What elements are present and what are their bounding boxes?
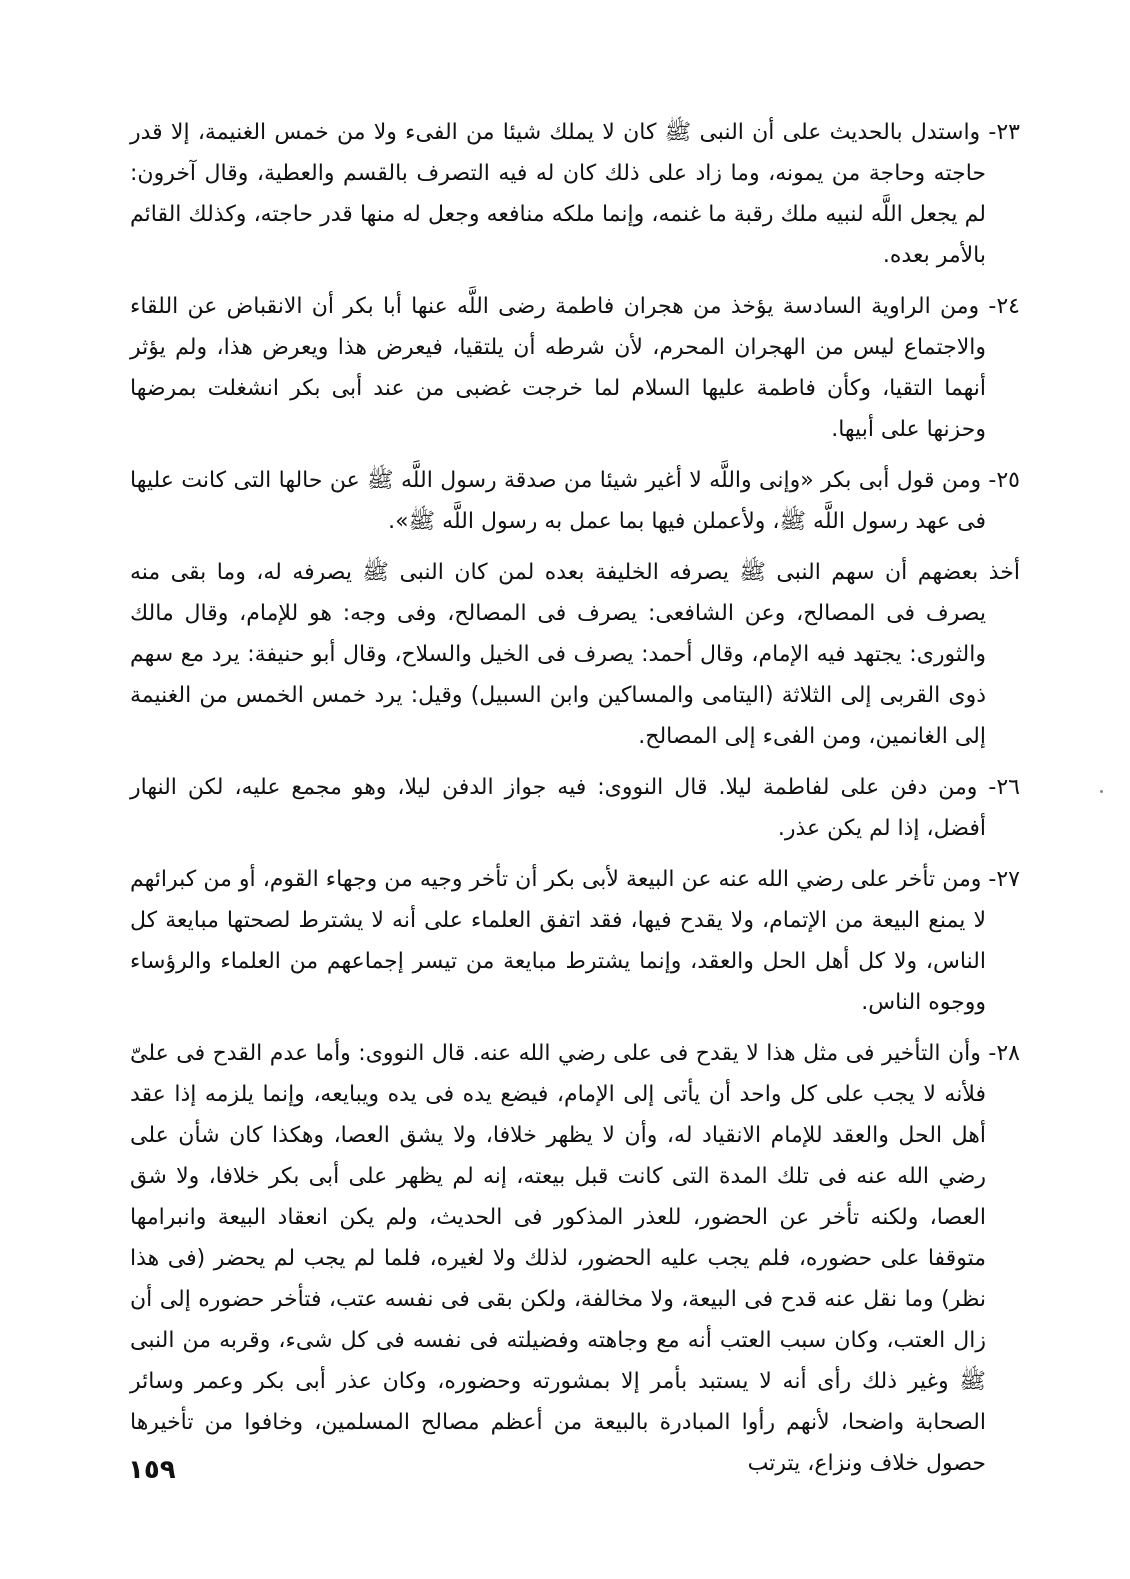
- paragraph-prophet-share: أخذ بعضهم أن سهم النبى ﷺ يصرفه الخليفة بعده لمن كان النبى ﷺ يصرفه له، وما بقى منه يصرف فى المصالح، وعن الشافعى: يصرف فى المصالح، وفى وجه: هو للإمام، وقال مالك والثورى: يجتهد فيه الإمام، وقال أحمد: يصرف فى الخيل والسلاح، وقال أبو حنيفة: يرد مع سهم ذوى القربى إلى الثلاثة (اليتامى والمساكين وابن السبيل) وقيل: يرد خمس الخمس من الغنيمة إلى الغانمين، ومن الفىء إلى المصالح.: [130, 560, 1020, 749]
- paragraph-27: ٢٧- ومن تأخر على رضي الله عنه عن البيعة لأبى بكر أن تأخر وجيه من وجهاء القوم، أو من كبرائهم لا يمنع البيعة من الإتمام، ولا يقدح فيها، فقد اتفق العلماء على أنه لا يشترط لصحتها مبايعة كل الناس، ولا كل أهل الحل والعقد، وإنما يشترط مبايعة من تيسر إجماعهم من العلماء والرؤساء ووجوه الناس.: [130, 867, 1020, 1015]
- paragraph-25: ٢٥- ومن قول أبى بكر «وإنى واللَّه لا أغير شيئا من صدقة رسول اللَّه ﷺ عن حالها التى كانت عليها فى عهد رسول اللَّه ﷺ، ولأعملن فيها بما عمل به رسول اللَّه ﷺ».: [130, 468, 1020, 534]
- page-number: ١٥٩: [128, 1455, 176, 1485]
- paragraph-24: ٢٤- ومن الراوية السادسة يؤخذ من هجران فاطمة رضى اللَّه عنها أبا بكر أن الانقباض عن اللقاء والاجتماع ليس من الهجران المحرم، لأن شرطه أن يلتقيا، فيعرض هذا ويعرض هذا، ولم يؤثر أنهما التقيا، وكأن فاطمة عليها السلام لما خرجت غضبى من عند أبى بكر انشغلت بمرضها وحزنها على أبيها.: [130, 294, 1020, 442]
- paragraph-23: ٢٣- واستدل بالحديث على أن النبى ﷺ كان لا يملك شيئا من الفىء ولا من خمس الغنيمة، إلا قدر حاجته وحاجة من يمونه، وما زاد على ذلك كان له فيه التصرف بالقسم والعطية، وقال آخرون: لم يجعل اللَّه لنبيه ملك رقبة ما غنمه، وإنما ملكه منافعه وجعل له منها قدر حاجته، وكذلك القائم بالأمر بعده.: [130, 120, 1020, 268]
- paragraph-26: ٢٦- ومن دفن على لفاطمة ليلا. قال النووى: فيه جواز الدفن ليلا، وهو مجمع عليه، لكن النهار أفضل، إذا لم يكن عذر.: [130, 775, 1020, 841]
- paragraph-28: ٢٨- وأن التأخير فى مثل هذا لا يقدح فى على رضي الله عنه. قال النووى: وأما عدم القدح فى علىّ فلأنه لا يجب على كل واحد أن يأتى إلى الإمام، فيضع يده فى يده ويبايعه، وإنما يلزمه إذا عقد أهل الحل والعقد للإمام الانقياد له، وأن لا يظهر خلافا، ولا يشق العصا، وهكذا كان شأن على رضي الله عنه فى تلك المدة التى كانت قبل بيعته، إنه لم يظهر على أبى بكر خلافا، ولا شق العصا، ولكنه تأخر عن الحضور، للعذر المذكور فى الحديث، ولم يكن انعقاد البيعة وانبرامها متوقفا على حضوره، فلم يجب عليه الحضور، لذلك ولا لغيره، فلما لم يجب لم يحضر (فى هذا نظر) وما نقل عنه قدح فى البيعة، ولا مخالفة، ولكن بقى فى نفسه عتب، فتأخر حضوره إلى أن زال العتب، وكان سبب العتب أنه مع وجاهته وفضيلته فى نفسه فى كل شىء، وقربه من النبى ﷺ وغير ذلك رأى أنه لا يستبد بأمر إلا بمشورته وحضوره، وكان عذر أبى بكر وعمر وسائر الصحابة واضحا، لأنهم رأوا المبادرة بالبيعة من أعظم مصالح المسلمين، وخافوا من تأخيرها حصول خلاف ونزاع، يترتب: [130, 1041, 1020, 1476]
- scan-speck: [1100, 790, 1103, 793]
- body-text: [130, 112, 1020, 1494]
